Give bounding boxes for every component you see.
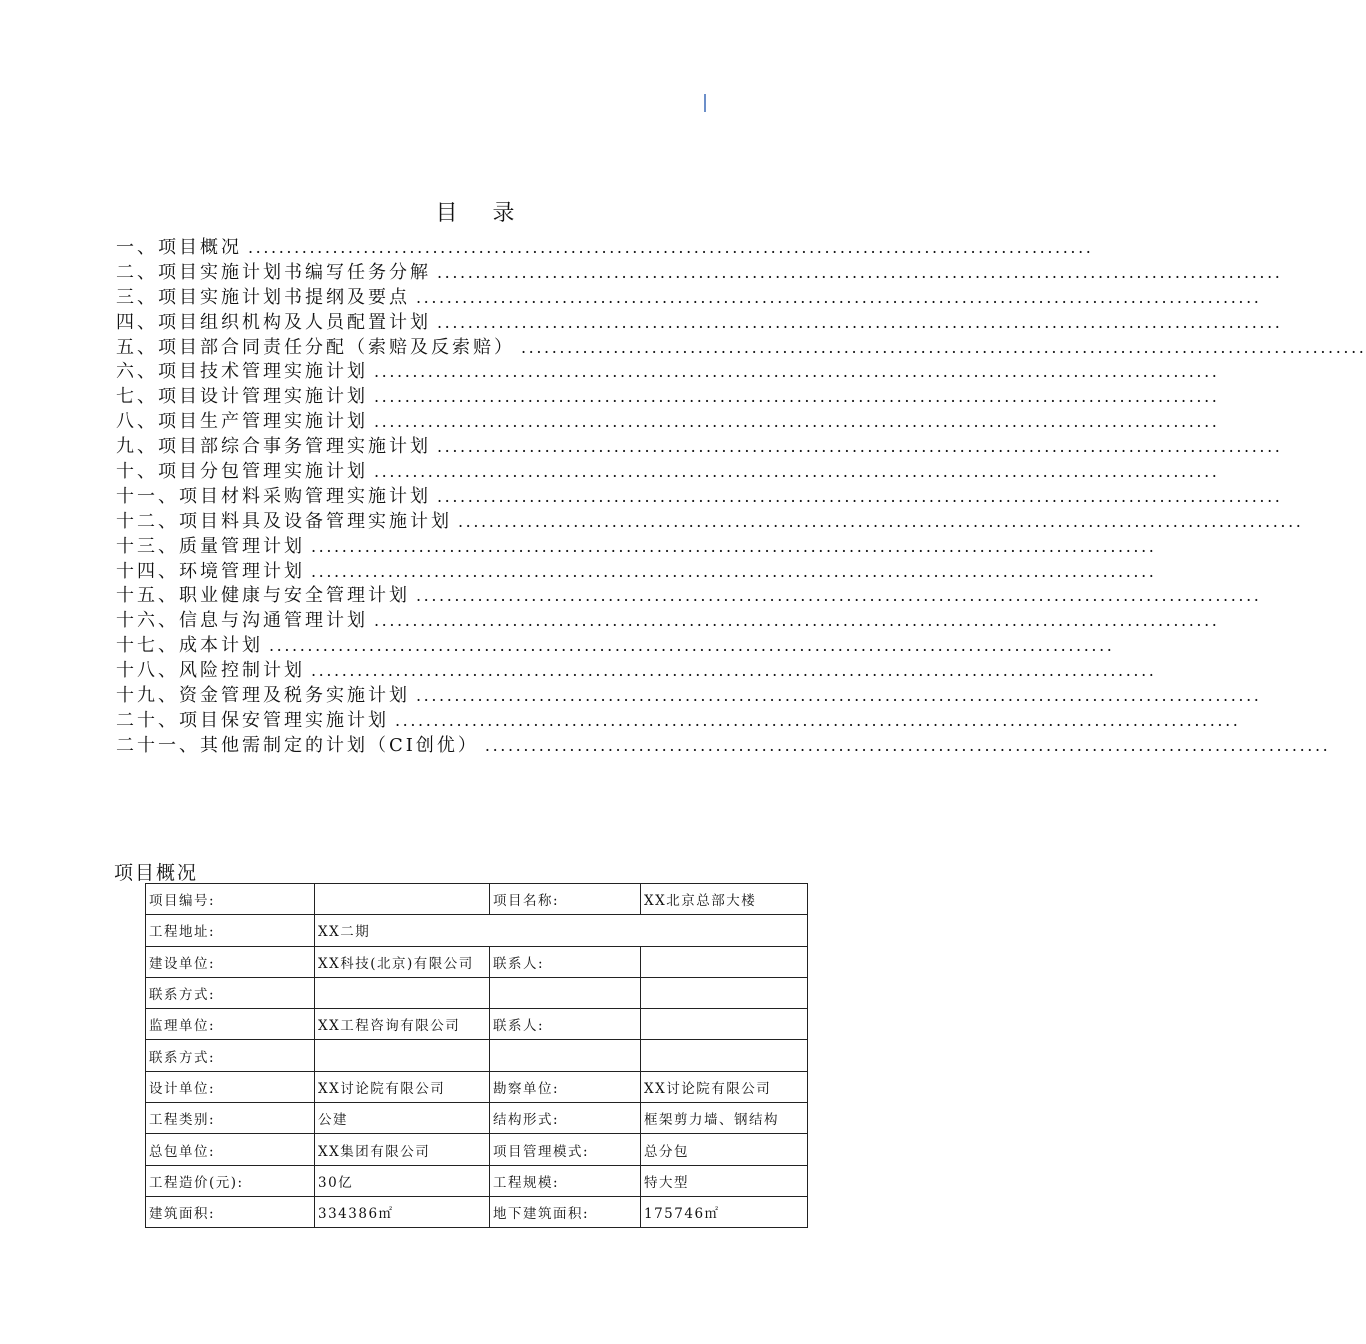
field-value-cell: 公建 (315, 1103, 490, 1134)
toc-entry[interactable] (116, 311, 1283, 336)
toc-dot-leader: .............................................................................................................. (437, 312, 1283, 332)
field-value-cell (315, 977, 490, 1008)
toc-dot-leader: .............................................................................................................. (374, 611, 1220, 631)
toc-entry[interactable] (116, 336, 1366, 361)
toc-entry[interactable] (116, 584, 1262, 609)
toc-entry-label: 十二、项目料具及设备管理实施计划 (116, 510, 452, 532)
toc-entry-label: 十九、资金管理及税务实施计划 (116, 685, 410, 707)
field-value-cell: 175746㎡ (641, 1196, 808, 1227)
field-value-cell: XX讨论院有限公司 (315, 1071, 490, 1102)
field-value-cell: 30亿 (315, 1165, 490, 1196)
toc-dot-leader: .............................................................................................................. (311, 661, 1157, 681)
field-label-cell (490, 1040, 641, 1071)
toc-entry-label: 五、项目部合同责任分配（索赔及反索赔） (116, 336, 515, 358)
table-row (146, 884, 808, 915)
field-value-cell (641, 977, 808, 1008)
field-value-cell: XX科技(北京)有限公司 (315, 946, 490, 977)
toc-entry-label: 二十、项目保安管理实施计划 (116, 709, 389, 731)
table-row (146, 1040, 808, 1071)
toc-title: 目 录 (435, 201, 529, 226)
toc-dot-leader: .............................................................................................................. (416, 586, 1262, 606)
toc-entry[interactable] (116, 510, 1304, 535)
toc-dot-leader: .............................................................................................................. (374, 387, 1220, 407)
field-label-cell: 项目管理模式: (490, 1134, 641, 1165)
field-label-cell: 建筑面积: (146, 1196, 315, 1227)
field-value-cell (641, 946, 808, 977)
toc-dot-leader: .............................................................................................................. (416, 686, 1262, 706)
toc-entry[interactable] (116, 460, 1220, 485)
toc-dot-leader: .............................................................................................................. (484, 735, 1331, 755)
toc-entry[interactable] (116, 385, 1220, 410)
toc-dot-leader: .............................................................................................................. (311, 536, 1157, 556)
toc-entry[interactable] (116, 709, 1241, 734)
field-value-cell (315, 884, 490, 915)
toc-entry-label: 十六、信息与沟通管理计划 (116, 610, 368, 632)
field-value-cell (641, 1009, 808, 1040)
field-value-cell (641, 1040, 808, 1071)
field-label-cell: 工程地址: (146, 915, 315, 946)
toc-entry[interactable] (116, 535, 1157, 560)
toc-entry[interactable] (116, 410, 1220, 435)
toc-dot-leader: .............................................................................................................. (437, 437, 1283, 457)
table-row (146, 1009, 808, 1040)
field-label-cell (490, 977, 641, 1008)
toc-entry-label: 二十一、其他需制定的计划（CI创优） (116, 734, 479, 756)
table-row (146, 1134, 808, 1165)
field-label-cell: 工程类别: (146, 1103, 315, 1134)
toc-entry[interactable] (116, 560, 1157, 585)
field-label-cell: 监理单位: (146, 1009, 315, 1040)
toc-entry-label: 十五、职业健康与安全管理计划 (116, 585, 410, 607)
field-value-cell: XX北京总部大楼 (641, 884, 808, 915)
toc-dot-leader: .............................................................................................................. (269, 636, 1115, 656)
field-label-cell: 设计单位: (146, 1071, 315, 1102)
toc-entry[interactable] (116, 236, 1094, 261)
toc-entry-label: 一、项目概况 (116, 237, 242, 258)
field-value-cell: XX讨论院有限公司 (641, 1071, 808, 1102)
toc-entry-label: 十七、成本计划 (116, 635, 263, 657)
project-overview-table (145, 883, 808, 1228)
toc-dot-leader: .............................................................................................................. (437, 262, 1283, 282)
toc-entry[interactable] (116, 485, 1283, 510)
toc-entry[interactable] (116, 286, 1262, 311)
field-label-cell: 联系方式: (146, 977, 315, 1008)
field-value-cell (315, 1040, 490, 1071)
toc-entry[interactable] (116, 360, 1220, 385)
toc-entry-label: 九、项目部综合事务管理实施计划 (116, 436, 431, 458)
table-row (146, 1071, 808, 1102)
toc-entry-label: 三、项目实施计划书提纲及要点 (116, 286, 410, 308)
field-label-cell: 联系人: (490, 1009, 641, 1040)
table-row (146, 915, 808, 946)
toc-entry-label: 七、项目设计管理实施计划 (116, 386, 368, 408)
toc-dot-leader: .............................................................................................................. (395, 710, 1241, 730)
toc-entry[interactable] (116, 634, 1115, 659)
table-row (146, 1196, 808, 1227)
toc-dot-leader: .............................................................................................................. (521, 337, 1366, 357)
toc-entry-label: 八、项目生产管理实施计划 (116, 411, 368, 433)
field-label-cell: 项目名称: (490, 884, 641, 915)
section-heading: 项目概况 (114, 862, 199, 884)
toc-entry-label: 四、项目组织机构及人员配置计划 (116, 311, 431, 333)
toc-dot-leader: .............................................................................................................. (374, 412, 1220, 432)
toc-entry[interactable] (116, 609, 1220, 634)
field-label-cell: 工程造价(元): (146, 1165, 315, 1196)
field-label-cell: 工程规模: (490, 1165, 641, 1196)
text-cursor-mark (704, 94, 706, 112)
field-label-cell: 建设单位: (146, 946, 315, 977)
field-value-cell: XX工程咨询有限公司 (315, 1009, 490, 1040)
toc-entry-label: 十、项目分包管理实施计划 (116, 461, 368, 483)
field-label-cell: 结构形式: (490, 1103, 641, 1134)
toc-entry[interactable] (116, 684, 1262, 709)
field-value-cell: 特大型 (641, 1165, 808, 1196)
field-label-cell: 勘察单位: (490, 1071, 641, 1102)
toc-entry-label: 十三、质量管理计划 (116, 535, 305, 557)
toc-entry-label: 十八、风险控制计划 (116, 660, 305, 682)
table-row (146, 1103, 808, 1134)
toc-entry[interactable] (116, 261, 1283, 286)
field-value-cell: XX二期 (315, 915, 808, 946)
toc-entry[interactable] (116, 435, 1283, 460)
field-value-cell: 框架剪力墙、钢结构 (641, 1103, 808, 1134)
toc-dot-leader: .............................................................................................................. (416, 287, 1262, 307)
field-label-cell: 联系人: (490, 946, 641, 977)
toc-dot-leader: .............................................................................................................. (311, 561, 1157, 581)
toc-dot-leader: .............................................................................................................. (374, 462, 1220, 482)
table-row (146, 1165, 808, 1196)
field-label-cell: 项目编号: (146, 884, 315, 915)
toc-entry-label: 二、项目实施计划书编写任务分解 (116, 261, 431, 283)
toc-entry[interactable] (116, 734, 1331, 759)
toc-entry-label: 十四、环境管理计划 (116, 560, 305, 582)
toc-entry-label: 十一、项目材料采购管理实施计划 (116, 485, 431, 507)
field-value-cell: 总分包 (641, 1134, 808, 1165)
toc-dot-leader: .............................................................................................................. (437, 486, 1283, 506)
field-value-cell: XX集团有限公司 (315, 1134, 490, 1165)
table-row (146, 946, 808, 977)
toc-dot-leader: .............................................................................................................. (374, 362, 1220, 382)
toc-entry[interactable] (116, 659, 1157, 684)
field-label-cell: 联系方式: (146, 1040, 315, 1071)
toc-entry-label: 六、项目技术管理实施计划 (116, 361, 368, 383)
field-label-cell: 总包单位: (146, 1134, 315, 1165)
table-row (146, 977, 808, 1008)
table-of-contents (116, 236, 1366, 759)
toc-dot-leader: .............................................................................................................. (458, 511, 1304, 531)
field-value-cell: 334386㎡ (315, 1196, 490, 1227)
toc-dot-leader: .............................................................................................................. (248, 238, 1094, 257)
field-label-cell: 地下建筑面积: (490, 1196, 641, 1227)
